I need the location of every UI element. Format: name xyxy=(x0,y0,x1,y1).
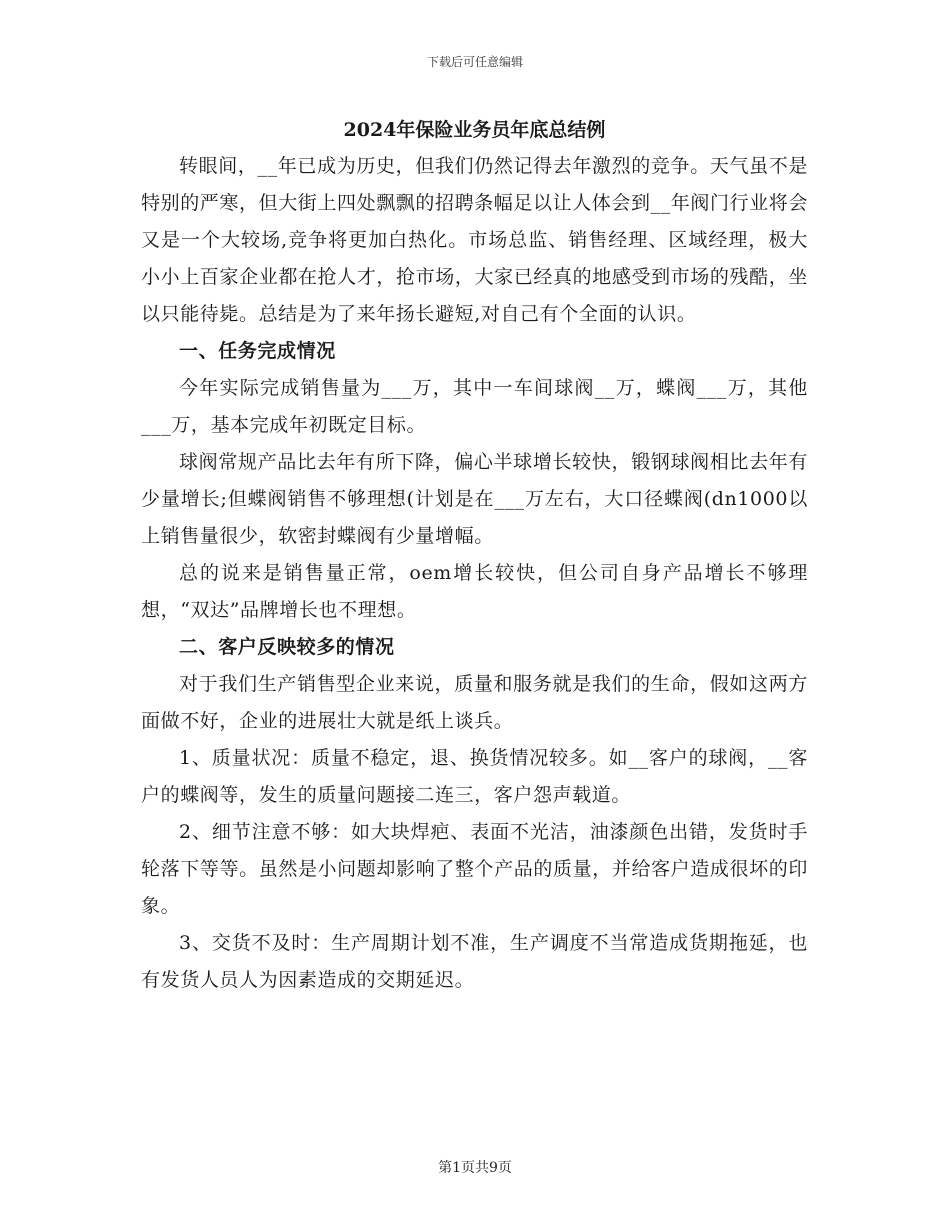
document-title: 2024年保险业务员年底总结例 xyxy=(343,119,606,141)
page-number-footer: 第1页共9页 xyxy=(438,1160,512,1176)
paragraph-item-3: 3、交货不及时：生产周期计划不准，生产调度不当常造成货期拖延，也有发货人员人为因素造成的交期延迟。 xyxy=(141,932,808,991)
paragraph-item-2: 2、细节注意不够：如大块焊疤、表面不光洁，油漆颜色出错，发货时手轮落下等等。虽然是小问题却影响了整个产品的质量，并给客户造成很坏的印象。 xyxy=(141,821,808,917)
paragraph-summary: 总的说来是销售量正常，oem增长较快，但公司自身产品增长不够理想，“双达”品牌增长也不理想。 xyxy=(141,562,808,621)
header-note: 下载后可任意编辑 xyxy=(426,55,523,69)
paragraph-item-1: 1、质量状况：质量不稳定，退、换货情况较多。如__客户的球阀，__客户的蝶阀等，发生的质量问题接二连三，客户怨声载道。 xyxy=(141,747,808,806)
paragraph-sales-volume: 今年实际完成销售量为___万，其中一车间球阀__万，蝶阀___万，其他___万，基本完成年初既定目标。 xyxy=(141,377,808,436)
paragraph-ball-valve: 球阀常规产品比去年有所下降，偏心半球增长较快，锻钢球阀相比去年有少量增长;但蝶阀销售不够理想(计划是在___万左右，大口径蝶阀(dn1000以上销售量很少，软密封蝶阀有少量增幅。 xyxy=(141,451,808,547)
document-body xyxy=(141,112,808,999)
section-heading-1: 一、任务完成情况 xyxy=(179,340,336,362)
paragraph-intro: 转眼间，__年已成为历史，但我们仍然记得去年激烈的竞争。天气虽不是特别的严寒，但大街上四处飘飘的招聘条幅足以让人体会到__年阀门行业将会又是一个大较场,竞争将更加白热化。市场总监、销售经理、区域经理，极大小小上百家企业都在抢人才，抢市场，大家已经真的地感受到市场的残酷，坐以只能待毙。总结是为了来年扬长避短,对自己有个全面的认识。 xyxy=(141,155,809,325)
section-heading-2: 二、客户反映较多的情况 xyxy=(179,636,395,658)
paragraph-quality-service: 对于我们生产销售型企业来说，质量和服务就是我们的生命，假如这两方面做不好，企业的进展壮大就是纸上谈兵。 xyxy=(141,673,808,732)
